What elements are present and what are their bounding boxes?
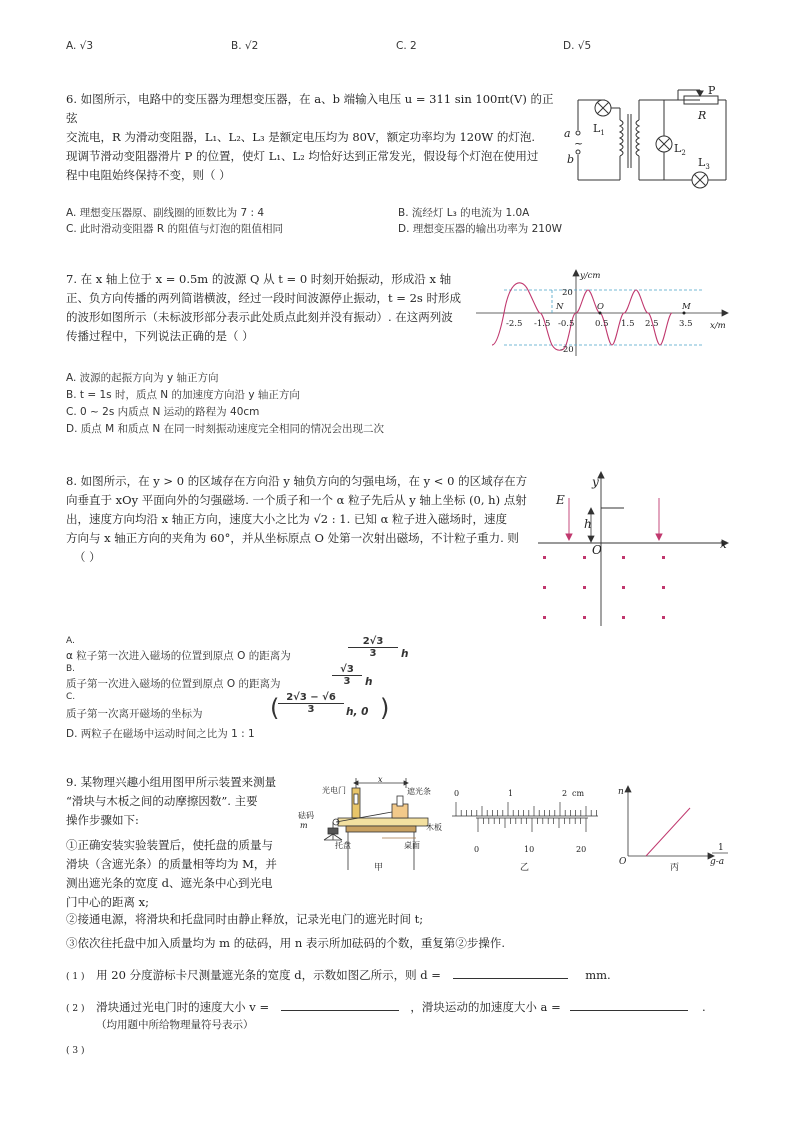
q7-line-4: 传播过程中，下列说法正确的是（ ） [66, 329, 254, 343]
q8-fig-label-o: O [592, 543, 602, 557]
q6-fig-label-l3: $L_3$ [698, 156, 710, 171]
q6-circuit-figure [560, 86, 730, 190]
q9-graph-origin: O [619, 857, 627, 867]
q7-fig-label-n: N [556, 302, 564, 312]
q9-sub3: ( 3 ) [66, 1046, 85, 1056]
q9-step2: ②接通电源，将滑块和托盘同时由静止释放，记录光电门的遮光时间 t; [66, 912, 424, 926]
q6-option-c: C. 此时滑动变阻器 R 的阻值与灯泡的阻值相同 [66, 223, 283, 235]
q6-line-2: 交流电，R 为滑动变阻器，L₁、L₂、L₃ 是额定电压均为 80V，额定功率均为 120W 的灯泡. [66, 130, 536, 144]
q8-field-figure [538, 470, 734, 628]
q8-option-d: D. 两粒子在磁场中运动时间之比为 1 : 1 [66, 728, 255, 740]
q9-fig-graph [614, 784, 732, 876]
q7-fig-label-o: O [597, 302, 604, 312]
q9-fig-board-label: 木板 [426, 823, 442, 832]
q7-fig-xlabel: x/m [710, 321, 726, 331]
q7-fig-tick: 3.5 [679, 319, 693, 329]
q9-sub2-a-blank[interactable] [570, 1000, 688, 1011]
q9-fig-caption-yi: 乙 [520, 863, 530, 873]
q9-step1-line-4: 门中心的距离 x; [66, 895, 150, 909]
q9-graph-ylabel: n [618, 787, 624, 797]
q9-fig-weights-label: 砝码 [298, 811, 314, 820]
q9-graph-xden: g-a [710, 857, 725, 867]
q7-option-c: C. 0 ~ 2s 内质点 N 运动的路程为 40cm [66, 406, 260, 418]
q8-line-2: 向垂直于 xOy 平面向外的匀强磁场. 一个质子和一个 α 粒子先后从 y 轴上坐标 (0, h) 点射 [66, 493, 527, 507]
q6-fig-label-l2: $L_2$ [674, 142, 686, 157]
q7-option-b: B. t = 1s 时，质点 N 的加速度方向沿 y 轴正方向 [66, 389, 300, 401]
q7-stem [66, 270, 476, 346]
q5-option-a: A. √3 [66, 40, 94, 52]
q9-fig-strip-label: 遮光条 [407, 787, 431, 796]
q9-fig-caption-bing: 丙 [670, 863, 680, 873]
q9-sub2-note: （均用题中所给物理量符号表示） [96, 1019, 254, 1031]
q8-option-b: B. 质子第一次进入磁场的位置到原点 O 的距离为 $\frac{√3}{3}$ h [66, 664, 373, 690]
q8-a-numerator: 2√3 [348, 636, 398, 648]
q8-fig-label-x: x [720, 537, 727, 551]
q9-sub1-answer-blank[interactable] [453, 968, 568, 979]
q8-fig-label-y: y [592, 475, 599, 489]
q8-fig-label-e: E [556, 493, 565, 507]
q8-b-denominator: 3 [343, 676, 351, 687]
q6-fig-label-p: P [708, 86, 716, 97]
q5-option-d: D. √5 [563, 40, 592, 52]
q8-line-5: （ ） [74, 550, 101, 564]
q9-fig-gate-label: 光电门 [322, 786, 346, 795]
q6-fig-label-a: a [564, 127, 571, 140]
q7-fig-tick: 2.5 [645, 319, 659, 329]
q6-fig-label-b: b [567, 153, 575, 166]
q8-option-a: A. α 粒子第一次进入磁场的位置到原点 O 的距离为 $\frac{2√3}{3}$ h [66, 636, 409, 662]
q6-line-1: 6. 如图所示，电路中的变压器为理想变压器，在 a、b 端输入电压 u = 311 sin 100πt(V) 的正弦 [66, 92, 554, 125]
q8-c-denominator: 3 [307, 704, 315, 715]
q6-fig-label-l1: $L_1$ [593, 122, 605, 137]
q9-fig-tray-label: 托盘 [335, 841, 351, 850]
q9-line-2: “滑块与木板之间的动摩擦因数”. 主要 [66, 794, 258, 808]
q9-vernier-main-label: 1 [508, 789, 514, 798]
q8-c-numerator: 2√3 − √6 [278, 692, 344, 704]
q7-line-2: 正、负方向传播的两列简谐横波，经过一段时间波源停止振动，t = 2s 时形成 [66, 291, 461, 305]
q9-step1-line-2: 滑块（含遮光条）的质量相等均为 M，并 [66, 857, 277, 871]
q9-graph-xnum: 1 [718, 843, 724, 853]
q6-fig-tilde: ~ [574, 137, 584, 150]
q7-option-d: D. 质点 M 和质点 N 在同一时刻振动速度完全相同的情况会出现二次 [66, 423, 385, 435]
q7-fig-ytop: 20 [562, 288, 573, 298]
q5-option-b: B. √2 [231, 40, 259, 52]
q9-vernier-scale-label: 0 [474, 845, 480, 854]
q7-fig-ylabel: y/cm [580, 271, 601, 281]
q8-line-4: 方向与 x 轴正方向的夹角为 60°，并从坐标原点 O 处第一次射出磁场，不计粒子重力. 则 [66, 531, 519, 545]
q9-vernier-main-label: 0 [454, 789, 460, 798]
q7-fig-tick: 0.5 [595, 319, 609, 329]
q9-sub1: ( 1 ) 用 20 分度游标卡尺测量遮光条的宽度 d，示数如图乙所示，则 d = mm. [66, 968, 611, 982]
q9-fig-vernier [448, 786, 600, 874]
q7-line-3: 的波形如图所示（未标波形部分表示此处质点此刻并没有振动）. 在这两列波 [66, 310, 453, 324]
q9-line-3: 操作步骤如下: [66, 813, 139, 827]
q7-line-1: 7. 在 x 轴上位于 x = 0.5m 的波源 Q 从 t = 0 时刻开始振动，形成沿 x 轴 [66, 272, 452, 286]
q7-fig-tick: -0.5 [558, 319, 575, 329]
q9-step1-line-1: ①正确安装实验装置后，使托盘的质量与 [66, 838, 273, 852]
q8-stem [66, 472, 552, 567]
q7-fig-ybottom: -20 [560, 345, 574, 355]
q8-line-1: 8. 如图所示，在 y > 0 的区域存在方向沿 y 轴负方向的匀强电场，在 y < 0 的区域存在方 [66, 474, 528, 488]
q9-fig-m-label: m [300, 821, 308, 830]
q8-line-3: 出，速度方向均沿 x 轴正方向，速度大小之比为 √2 : 1. 已知 α 粒子进入磁场时，速度 [66, 512, 507, 526]
q9-vernier-scale-label: 20 [576, 845, 587, 854]
q8-fig-label-h: h [584, 517, 592, 531]
q9-vernier-scale-label: 10 [524, 845, 535, 854]
q6-option-b: B. 流经灯 L₃ 的电流为 1.0A [398, 207, 530, 219]
q9-sub2-v-blank[interactable] [281, 1000, 399, 1011]
q9-line-1: 9. 某物理兴趣小组用图甲所示装置来测量 [66, 775, 277, 789]
q6-fig-label-r: R [698, 109, 707, 122]
q7-fig-tick: 1.5 [621, 319, 635, 329]
q8-b-numerator: √3 [332, 664, 362, 676]
q6-option-d: D. 理想变压器的输出功率为 210W [398, 223, 563, 235]
q7-fig-tick: -1.5 [534, 319, 551, 329]
q5-option-c: C. 2 [396, 40, 417, 52]
q9-stem [66, 773, 296, 912]
q9-step3: ③依次往托盘中加入质量均为 m 的砝码，用 n 表示所加砝码的个数，重复第②步操作. [66, 936, 506, 950]
q8-option-c: C. 质子第一次离开磁场的坐标为 ( $\frac{2√3 - √6}{3}$ h, 0 ) [66, 692, 390, 722]
q7-fig-tick: -2.5 [506, 319, 523, 329]
q6-option-a: A. 理想变压器原、副线圈的匝数比为 7 : 4 [66, 207, 265, 219]
q6-line-3: 现调节滑动变阻器滑片 P 的位置，使灯 L₁、L₂ 均恰好达到正常发光，假设每个灯泡在使用过 [66, 149, 539, 163]
q8-a-denominator: 3 [369, 648, 377, 659]
q7-fig-label-m: M [682, 302, 691, 312]
q9-step1-line-3: 测出遮光条的宽度 d、遮光条中心到光电 [66, 876, 273, 890]
q9-sub2: ( 2 ) 滑块通过光电门时的速度大小 v = ，滑块运动的加速度大小 a = . [66, 1000, 706, 1014]
q6-line-4: 程中电阻始终保持不变，则（ ） [66, 168, 231, 182]
q9-fig-apparatus [296, 774, 446, 874]
q9-fig-x-label: x [378, 775, 383, 784]
q9-fig-caption-jia: 甲 [374, 863, 384, 873]
q6-stem [66, 90, 556, 185]
q9-vernier-main-label: 2 [562, 789, 568, 798]
q7-option-a: A. 波源的起振方向为 y 轴正方向 [66, 372, 219, 384]
q9-vernier-main-label: cm [572, 789, 585, 798]
q7-wave-figure [476, 268, 730, 358]
q9-fig-table-label: 桌面 [404, 841, 420, 850]
